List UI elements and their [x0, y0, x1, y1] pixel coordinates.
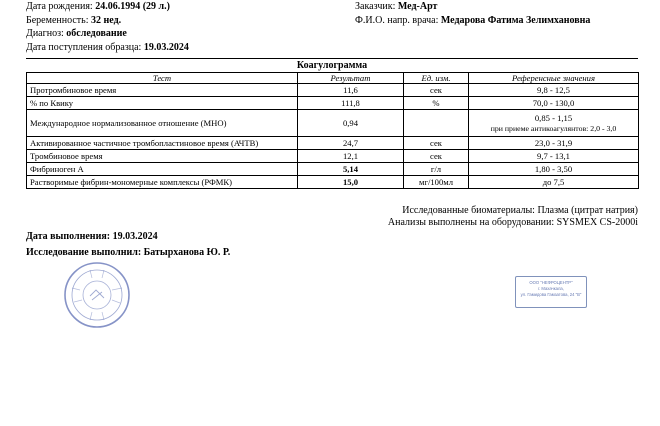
diagnosis-label: Диагноз: — [26, 28, 64, 39]
reference-main: 0,85 - 1,15 — [534, 112, 573, 123]
reference: 1,80 - 3,50 — [469, 163, 639, 176]
unit: сек — [404, 84, 469, 97]
rect-stamp-line: г. Махачкала, — [538, 286, 564, 291]
rect-stamp — [515, 276, 587, 308]
customer-line — [355, 0, 590, 14]
reference: 9,7 - 13,1 — [469, 150, 639, 163]
result-value: 12,1 — [298, 150, 404, 163]
coagulogram-section — [26, 58, 638, 189]
dob-line — [26, 0, 189, 14]
unit: сек — [404, 150, 469, 163]
performer-line — [26, 245, 230, 261]
table-row — [27, 84, 639, 97]
completion-info — [26, 229, 230, 261]
header-unit: Ед. изм. — [404, 73, 469, 84]
completion-date-label: Дата выполнения: — [26, 231, 111, 242]
analysis-notes — [388, 205, 638, 229]
unit: % — [404, 97, 469, 110]
result-value: 24,7 — [298, 137, 404, 150]
biomaterial-note: Исследованные биоматериалы: Плазма (цитрат натрия) — [402, 205, 638, 216]
completion-date-value: 19.03.2024 — [112, 231, 158, 242]
equipment-note: Анализы выполнены на оборудовании: SYSMEX CS-2000i — [387, 217, 638, 228]
table-row — [27, 97, 639, 110]
result-value: 11,6 — [298, 84, 404, 97]
dob-value: 24.06.1994 (29 л.) — [95, 1, 170, 12]
result-value: 111,8 — [298, 97, 404, 110]
received-value: 19.03.2024 — [143, 41, 189, 53]
performer-value: Батырханова Ю. Р. — [143, 247, 231, 258]
doctor-value: Медарова Фатима Зелимхановна — [440, 14, 591, 26]
performer-label: Исследование выполнил: — [26, 247, 142, 258]
received-label: Дата поступления образца: — [26, 41, 142, 53]
header-result: Результат — [298, 73, 404, 84]
result-value: 0,94 — [298, 110, 404, 137]
received-line — [26, 41, 189, 55]
reference: 9,8 - 12,5 — [469, 84, 639, 97]
table-row — [27, 137, 639, 150]
pregnancy-value: 32 нед. — [91, 14, 122, 26]
diagnosis-value: обследование — [66, 28, 127, 39]
test-name: Растворимые фибрин-мономерные комплексы (РФМК) — [27, 176, 298, 189]
header-test: Тест — [27, 73, 298, 84]
doctor-label: Ф.И.О. напр. врача: — [355, 14, 439, 26]
customer-info — [355, 0, 590, 27]
pregnancy-label: Беременность: — [26, 14, 89, 26]
test-name: % по Квику — [27, 97, 298, 110]
result-value: 15,0 — [298, 176, 404, 189]
round-stamp-icon — [62, 260, 132, 330]
reference: до 7,5 — [469, 176, 639, 189]
customer-value: Мед-Арт — [397, 1, 438, 12]
doctor-line — [355, 14, 590, 28]
table-row — [27, 176, 639, 189]
table-title: Коагулограмма — [26, 58, 638, 72]
unit: г/л — [404, 163, 469, 176]
reference — [469, 110, 639, 137]
rect-stamp-line: ООО "НЕФРОЦЕНТР" — [529, 280, 573, 285]
pregnancy-line — [26, 14, 189, 28]
header-reference: Референсные значения — [469, 73, 639, 84]
table-row — [27, 150, 639, 163]
table-header-row — [27, 73, 639, 84]
test-name: Протромбиновое время — [27, 84, 298, 97]
table-row — [27, 110, 639, 137]
unit — [404, 110, 469, 137]
unit: мг/100мл — [404, 176, 469, 189]
completion-date-line — [26, 229, 230, 245]
unit: сек — [404, 137, 469, 150]
dob-label: Дата рождения: — [26, 1, 93, 12]
rect-stamp-line: ул. Гамидова Гамзатова, 24 "В" — [520, 292, 582, 297]
test-name: Фибриноген А — [27, 163, 298, 176]
test-name: Международное нормализованное отношение (МНО) — [27, 110, 298, 137]
test-name: Тромбиновое время — [27, 150, 298, 163]
reference-anticoagulant: при приеме антикоагулянтов: 2,0 - 3,0 — [490, 123, 617, 133]
patient-info — [26, 0, 189, 54]
customer-label: Заказчик: — [355, 1, 396, 12]
reference: 23,0 - 31,9 — [469, 137, 639, 150]
diagnosis-line — [26, 27, 189, 41]
table-row — [27, 163, 639, 176]
reference: 70,0 - 130,0 — [469, 97, 639, 110]
result-value: 5,14 — [298, 163, 404, 176]
results-table — [26, 72, 639, 189]
test-name: Активированное частичное тромбопластиновое время (АЧТВ) — [27, 137, 298, 150]
